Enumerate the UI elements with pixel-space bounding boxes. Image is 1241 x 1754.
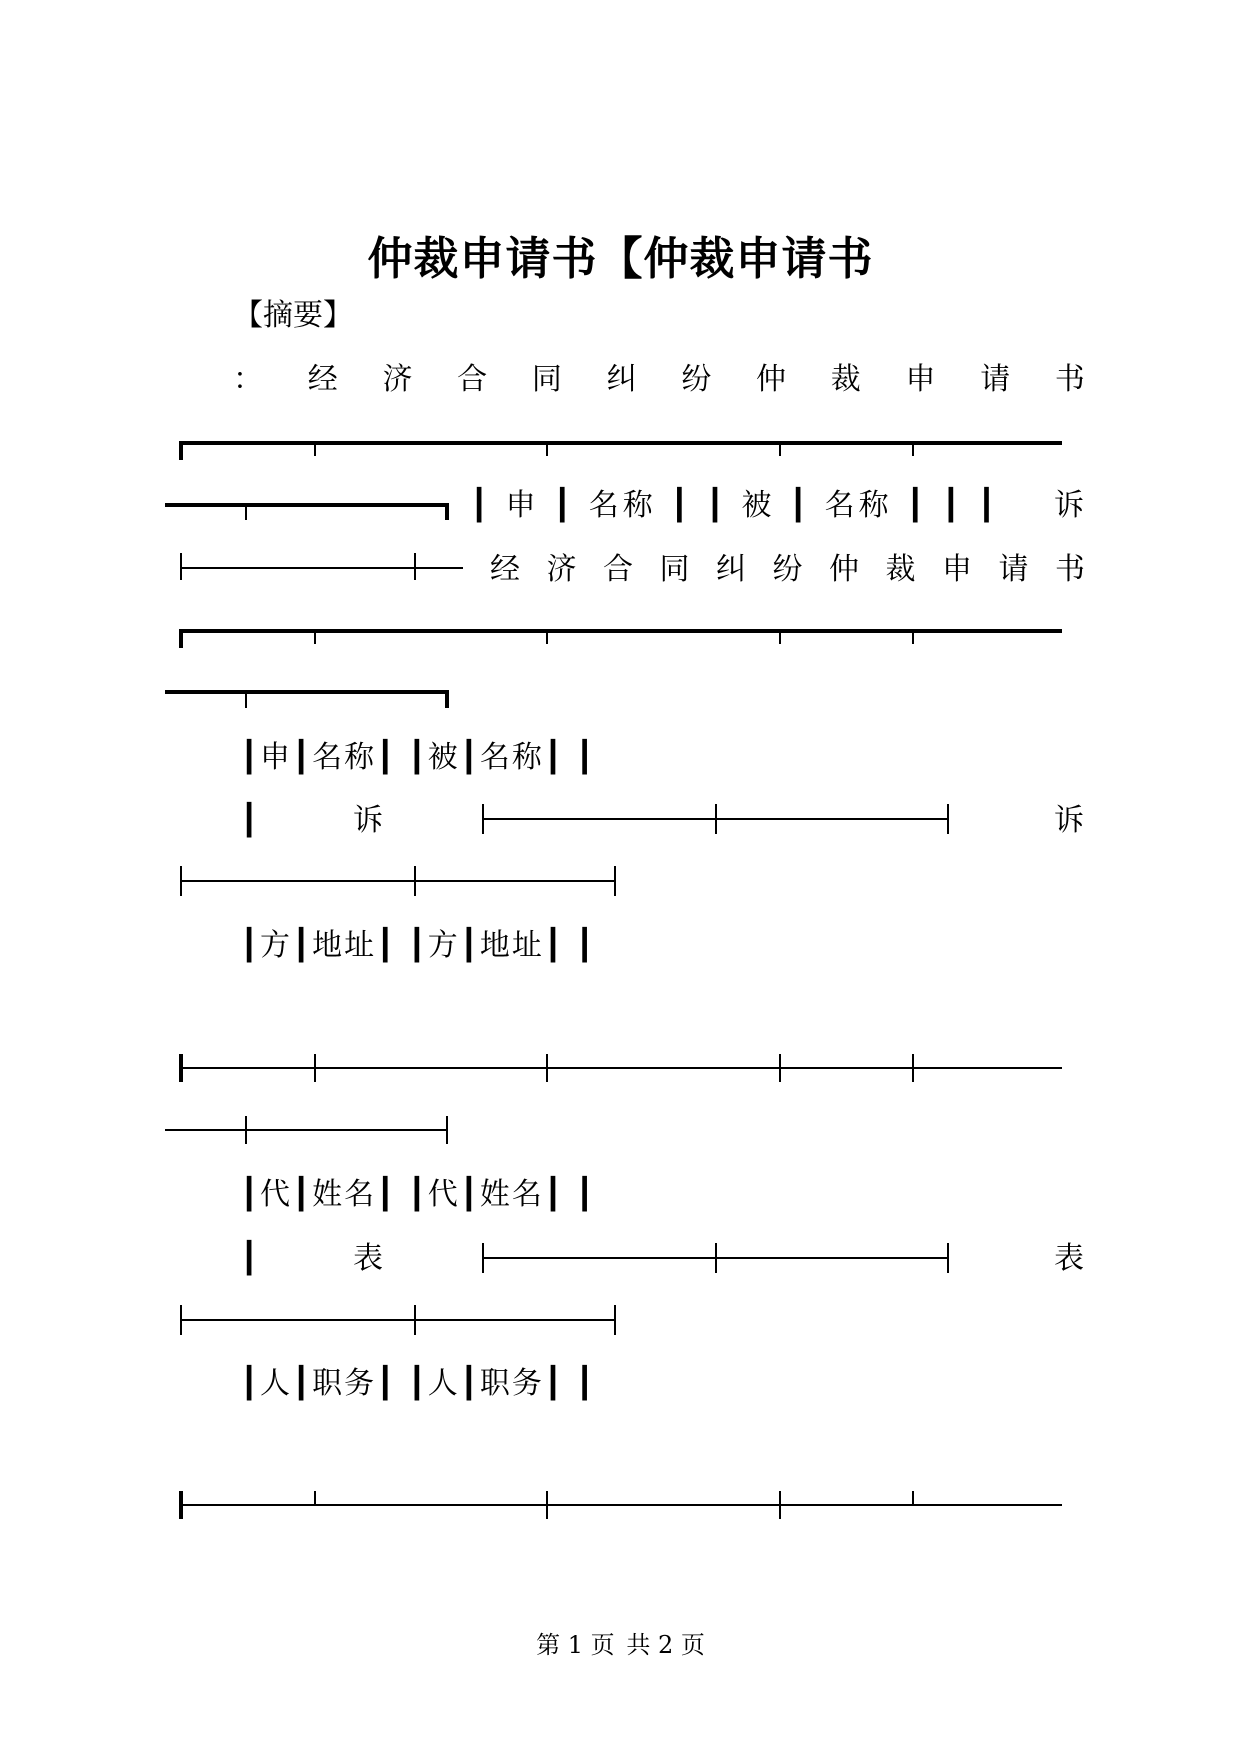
page-number: 第 1 页 <box>536 1631 615 1659</box>
rule-d-bottom <box>165 1116 447 1144</box>
line1-char: ： <box>233 362 263 397</box>
line1-char: 经 <box>307 362 338 397</box>
table-row-rep-name: ┃代┃姓名┃ ┃代┃姓名┃ ┃ <box>240 1177 596 1212</box>
table-row-address: ┃方┃地址┃ ┃方┃地址┃ ┃ <box>240 928 596 963</box>
row-su-right-1: 诉 <box>1054 488 1084 523</box>
rule-a-ticks <box>315 443 913 456</box>
line3-char: 济 <box>546 552 577 587</box>
row-biao-left-bar: ┃ <box>240 1241 259 1276</box>
line1-char: 申 <box>905 362 936 397</box>
row-su-left-bar: ┃ <box>240 803 259 838</box>
line1-char: 济 <box>382 362 413 397</box>
line1-char: 纠 <box>606 362 637 397</box>
line1-char: 裁 <box>830 362 861 397</box>
line3-char: 经 <box>490 552 520 587</box>
row-su-mid: 诉 <box>353 803 383 838</box>
line1-char: 纷 <box>681 362 712 397</box>
line3-char: 请 <box>998 552 1029 587</box>
line3-char: 仲 <box>829 552 859 587</box>
row-biao-right: 表 <box>1054 1241 1084 1276</box>
document-title: 仲裁申请书【仲裁申请书 <box>367 232 874 285</box>
line3-char: 纷 <box>772 552 803 587</box>
line1-char: 请 <box>980 362 1011 397</box>
summary-label: 【摘要】 <box>233 298 353 333</box>
rule-e <box>181 1491 1062 1519</box>
line3-char: 同 <box>659 552 690 587</box>
table-row-names: ┃申┃名称┃ ┃被┃名称┃ ┃ <box>240 740 596 775</box>
line1-char: 书 <box>1054 362 1085 397</box>
line1-char: 合 <box>457 362 488 397</box>
rule-biao-under <box>181 1305 615 1335</box>
rule-c-bottom <box>165 692 447 708</box>
rule-c-ticks <box>315 631 913 644</box>
rule-su-mid <box>483 804 948 834</box>
rule-a-bottom <box>165 505 447 520</box>
rule-b <box>181 553 463 580</box>
line3-char: 申 <box>942 552 972 587</box>
line1-char: 同 <box>531 362 562 397</box>
rule-a-top <box>181 443 1062 460</box>
rule-d-top <box>181 1054 1062 1082</box>
subject-line-1 <box>233 362 1085 398</box>
rule-biao-mid <box>483 1243 948 1273</box>
line1-char: 仲 <box>756 362 787 397</box>
rule-su-under <box>181 866 615 896</box>
page-total: 共 2 页 <box>626 1631 705 1659</box>
page-footer <box>0 1625 1241 1660</box>
rule-c-top <box>181 631 1062 648</box>
row-biao-mid: 表 <box>353 1241 383 1276</box>
table-row-position: ┃人┃职务┃ ┃人┃职务┃ ┃ <box>240 1366 596 1401</box>
line3-char: 合 <box>603 552 633 587</box>
line3-char: 裁 <box>885 552 916 587</box>
line3-char: 书 <box>1055 552 1085 587</box>
subject-line-2 <box>490 552 1085 588</box>
table-row-applicant-respondent-header: ┃ 申 ┃ 名称 ┃ ┃ 被 ┃ 名称 ┃ ┃ ┃ <box>470 488 1000 523</box>
row-su-right: 诉 <box>1054 803 1084 838</box>
line3-char: 纠 <box>716 552 746 587</box>
